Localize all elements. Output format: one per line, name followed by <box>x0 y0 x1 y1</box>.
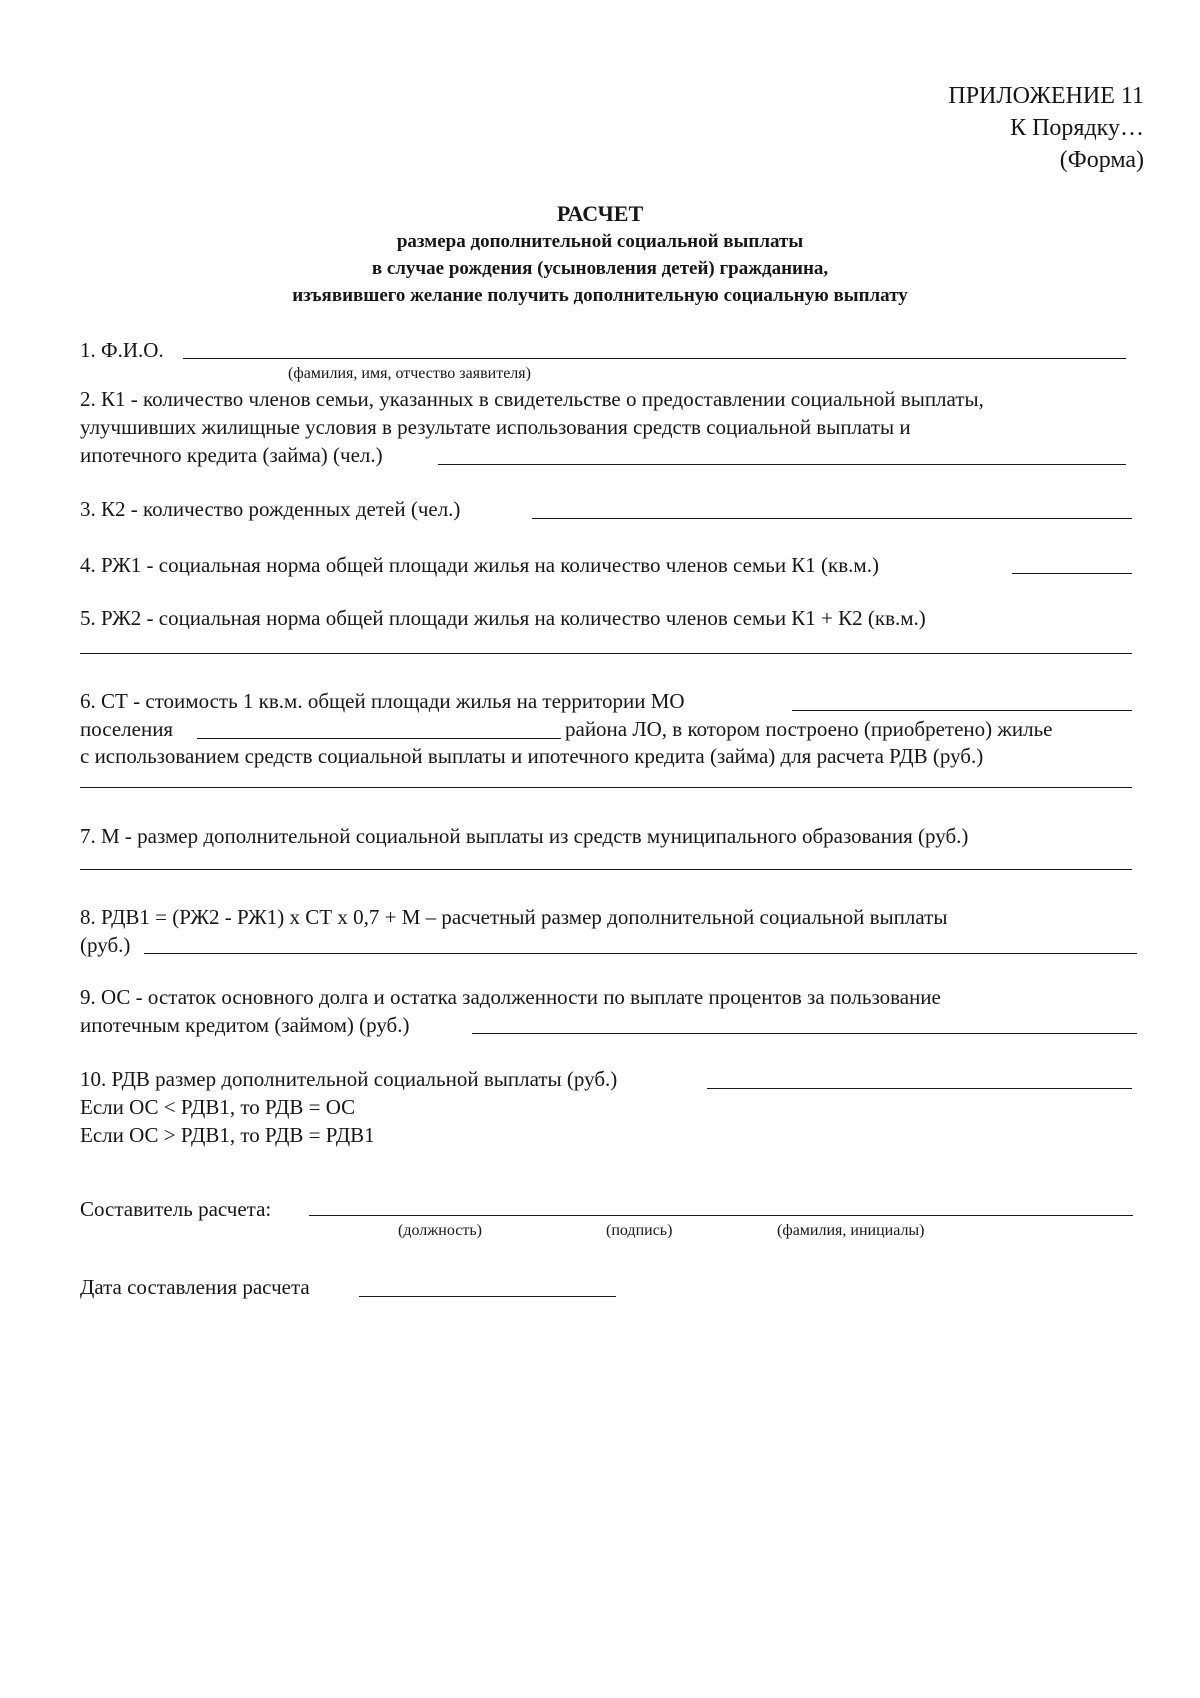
st-text-line-1: 6. СТ - стоимость 1 кв.м. общей площади жилья на территории МО <box>80 689 685 713</box>
rzh2-field-line[interactable] <box>80 653 1132 654</box>
name-caption: (фамилия, инициалы) <box>777 1222 925 1239</box>
document-subtitle-1: размера дополнительной социальной выплаты <box>396 231 804 252</box>
settlement-field-line[interactable] <box>197 738 561 739</box>
st-text-line-2: района ЛО, в котором построено (приобретено) жилье <box>565 717 1053 741</box>
date-label: Дата составления расчета <box>80 1275 310 1299</box>
compiler-signature-line[interactable] <box>309 1215 1133 1216</box>
st-text-line-3: с использованием средств социальной выплаты и ипотечного кредита (займа) для расчета РДВ (руб.) <box>80 744 984 768</box>
rdv-condition-2: Если ОС > РДВ1, то РДВ = РДВ1 <box>80 1123 375 1147</box>
k1-text-line-2: улучшивших жилищные условия в результате использования средств социальной выплаты и <box>80 415 911 439</box>
signature-caption: (подпись) <box>606 1222 673 1239</box>
form-label: (Форма) <box>1059 147 1144 173</box>
k1-field-line[interactable] <box>438 464 1126 465</box>
compiler-label: Составитель расчета: <box>80 1197 272 1221</box>
date-field-line[interactable] <box>359 1296 616 1297</box>
rdv1-formula-line-1: 8. РДВ1 = (РЖ2 - РЖ1) х СТ х 0,7 + М – расчетный размер дополнительной социальной выплаты <box>80 905 948 929</box>
m-label: 7. М - размер дополнительной социальной выплаты из средств муниципального образования (руб.) <box>80 824 969 848</box>
rzh2-label: 5. РЖ2 - социальная норма общей площади жилья на количество членов семьи К1 + К2 (кв.м.) <box>80 606 926 630</box>
document-subtitle-3: изъявившего желание получить дополнительную социальную выплату <box>292 285 908 306</box>
document-subtitle-2: в случае рождения (усыновления детей) гражданина, <box>371 258 829 279</box>
rzh1-label: 4. РЖ1 - социальная норма общей площади жилья на количество членов семьи К1 (кв.м.) <box>80 553 879 577</box>
k2-label: 3. К2 - количество рожденных детей (чел.) <box>80 497 461 521</box>
fio-label: 1. Ф.И.О. <box>80 338 164 362</box>
os-text-line-2: ипотечным кредитом (займом) (руб.) <box>80 1013 410 1037</box>
k1-text-line-1: 2. К1 - количество членов семьи, указанных в свидетельстве о предоставлении социальной выплаты, <box>80 387 984 411</box>
rdv1-formula-line-2: (руб.) <box>80 933 131 957</box>
rdv-label: 10. РДВ размер дополнительной социальной выплаты (руб.) <box>80 1067 618 1091</box>
appendix-reference: К Порядку… <box>1010 115 1144 141</box>
k2-field-line[interactable] <box>532 518 1132 519</box>
rzh1-field-line[interactable] <box>1012 573 1132 574</box>
st-text-settlement: поселения <box>80 717 174 741</box>
st-field-line[interactable] <box>80 787 1132 788</box>
document-title: РАСЧЕТ <box>556 201 644 226</box>
m-field-line[interactable] <box>80 869 1132 870</box>
appendix-number: ПРИЛОЖЕНИЕ 11 <box>948 83 1144 109</box>
rdv-field-line[interactable] <box>707 1088 1132 1089</box>
mo-field-line[interactable] <box>792 710 1132 711</box>
fio-field-line[interactable] <box>183 358 1126 359</box>
rdv-condition-1: Если ОС < РДВ1, то РДВ = ОС <box>80 1095 356 1119</box>
rdv1-field-line[interactable] <box>144 953 1137 954</box>
fio-caption: (фамилия, имя, отчество заявителя) <box>288 365 531 382</box>
os-field-line[interactable] <box>472 1033 1137 1034</box>
os-text-line-1: 9. ОС - остаток основного долга и остатка задолженности по выплате процентов за пользование <box>80 985 941 1009</box>
k1-text-line-3: ипотечного кредита (займа) (чел.) <box>80 443 383 467</box>
position-caption: (должность) <box>398 1222 482 1239</box>
